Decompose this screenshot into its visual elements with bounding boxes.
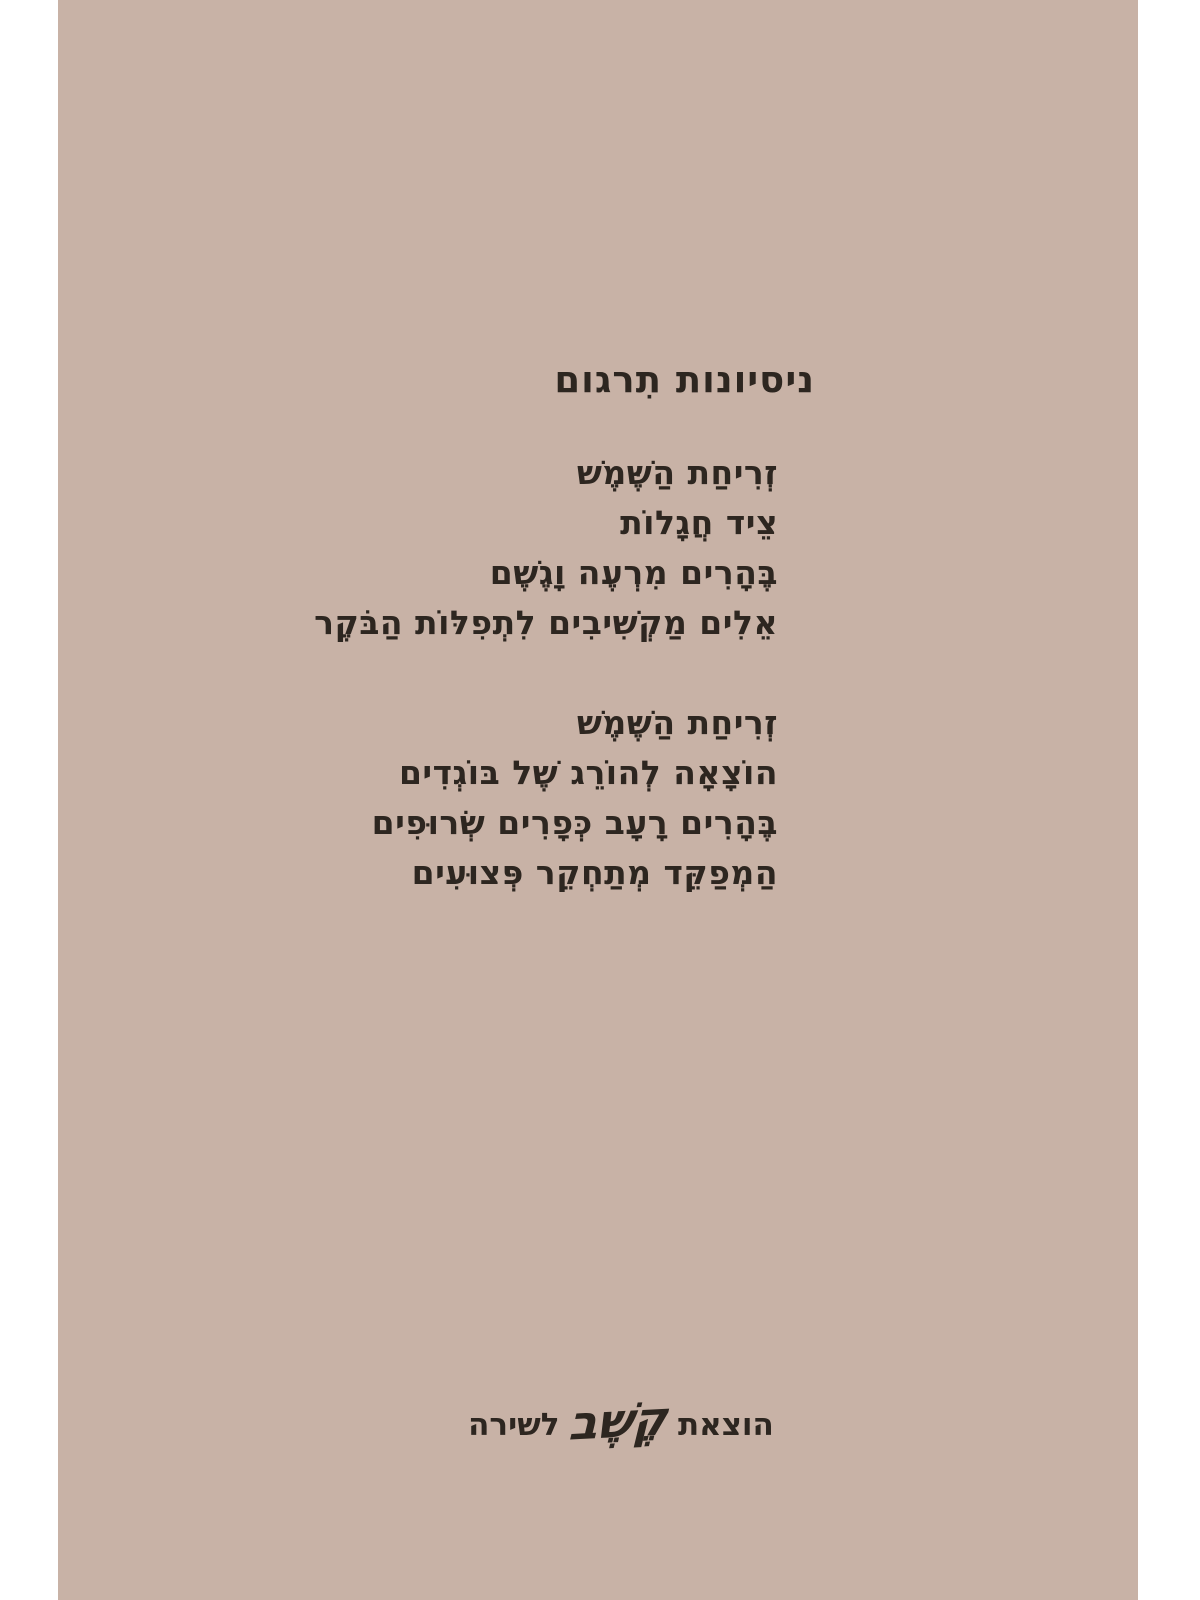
- poem-line: הַמְפַקֵּד מְתַחְקֵר פְּצוּעִים: [411, 853, 778, 892]
- publisher-prefix: הוצאת: [677, 1407, 774, 1443]
- poem-line: זְרִיחַת הַשֶּׁמֶשׁ: [576, 703, 778, 742]
- poem-line: זְרִיחַת הַשֶּׁמֶשׁ: [576, 453, 778, 492]
- poem-line: בֶּהָרִים רָעָב כְּפָרִים שְׂרוּפִים: [371, 803, 778, 842]
- poem-line: צֵיד חֲגָלוֹת: [620, 503, 778, 542]
- publisher-suffix: לשירה: [468, 1407, 560, 1443]
- book-page: [58, 0, 1138, 1600]
- publisher-logo-keshev: קֶשֶׁב: [567, 1391, 670, 1452]
- poem-line: בֶּהָרִים מִרְעֶה וָגֶשֶׁם: [489, 553, 778, 592]
- page-title: ניסיונות תִרגום: [554, 358, 815, 401]
- poem-line: הוֹצָאָה לְהוֹרֵג שֶׁל בּוֹגְדִים: [398, 753, 778, 792]
- poem-stanza-1: [314, 448, 778, 648]
- poem-stanza-2: [314, 698, 778, 898]
- poem-line: אֵלִים מַקְשִׁיבִים לִתְפִלּוֹת הַבֹּקֶר: [314, 603, 778, 642]
- publisher-imprint: [81, 1391, 1161, 1452]
- poem: [314, 448, 778, 898]
